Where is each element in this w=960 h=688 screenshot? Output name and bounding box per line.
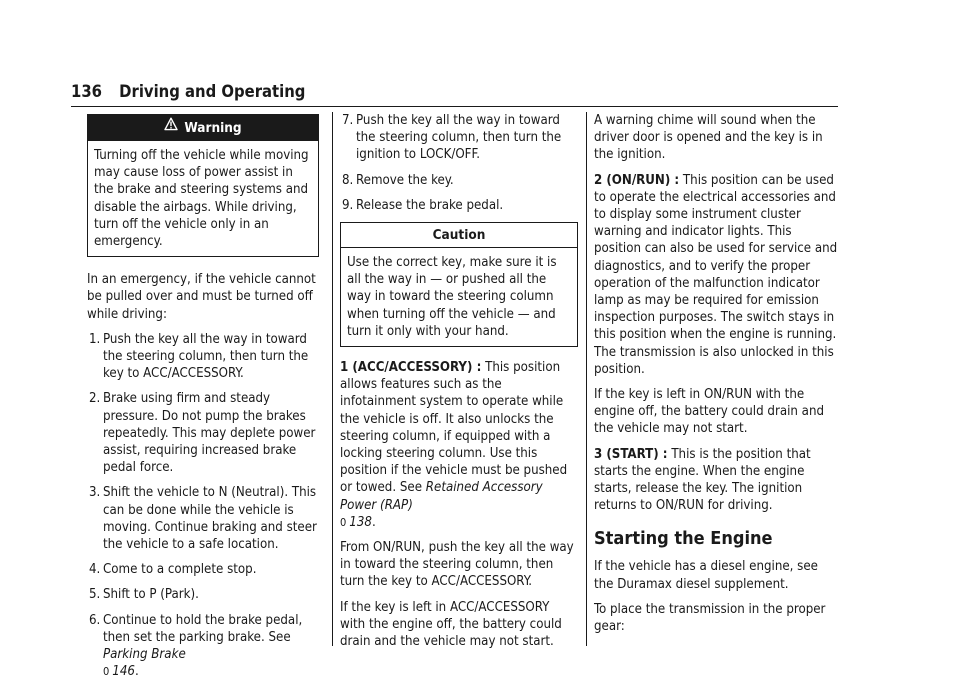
step-text: Release the brake pedal.: [356, 197, 504, 213]
section-title: Driving and Operating: [119, 82, 306, 101]
on-run-text: This position can be used to operate the electrical accessories and to display some instrument cluster warning and indicator lights. This position can also be used for service and diagnostics, and to verify the proper operation of the malfunction indicator lamp as may be required for emission inspection purposes. The switch stays in this position when the engine is running. The transmission is also unlocked in this position.: [594, 172, 838, 377]
warning-triangle-icon: [164, 114, 178, 140]
step-number: 6.: [89, 612, 101, 628]
start-text: This is the position that starts the engine. When the engine starts, release the key. The ignition returns to ON/RUN for driving.: [594, 446, 811, 514]
page-ref-link[interactable]: 138: [349, 514, 372, 530]
left-in-acc-paragraph: If the key is left in ACC/ACCESSORY with the engine off, the battery could drain and the vehicle may not start.: [340, 599, 562, 650]
column-divider: [586, 112, 587, 646]
on-run-label: 2 (ON/RUN) :: [594, 172, 680, 188]
column-1: [87, 112, 319, 688]
step-text: Push the key all the way in toward the steering column, then turn the ignition to LOCK/OFF.: [356, 113, 562, 163]
punctuation: .: [371, 514, 376, 530]
acc-accessory-paragraph: [340, 359, 578, 531]
step-text: Shift to P (Park).: [103, 587, 199, 603]
diesel-paragraph: If the vehicle has a diesel engine, see the Duramax diesel supplement.: [594, 559, 818, 592]
column-3: [594, 112, 838, 643]
start-label: 3 (START) :: [594, 446, 668, 462]
step-number: 7.: [342, 113, 354, 128]
page-ref-link[interactable]: 146: [112, 664, 135, 680]
start-paragraph: [594, 446, 838, 515]
step-number: 8.: [342, 172, 354, 188]
list-item: [87, 586, 319, 603]
warning-title: Warning: [184, 120, 242, 136]
from-on-run-paragraph: From ON/RUN, push the key all the way in toward the steering column, then turn the key to ACC/ACCESSORY.: [340, 540, 574, 590]
caution-box: [340, 222, 578, 347]
warning-header: [88, 115, 318, 141]
emergency-intro: In an emergency, if the vehicle cannot be pulled over and must be turned off while driving:: [87, 272, 316, 322]
step-number: 9.: [342, 197, 354, 213]
page-ref-arrow: 0: [340, 515, 347, 529]
caution-body: Use the correct key, make sure it is all the way in — or pushed all the way in toward the steering column when turning off the vehicle — and turn it only with your hand.: [347, 255, 557, 339]
step-text: Continue to hold the brake pedal, then set the parking brake. See: [103, 612, 303, 645]
list-item: [340, 112, 578, 164]
list-item: [87, 484, 319, 553]
list-item: [340, 172, 578, 189]
page-number: 136: [71, 82, 102, 101]
step-text: Shift the vehicle to N (Neutral). This can be done while the vehicle is moving. Continue braking and steer the vehicle to a safe location.: [103, 485, 317, 553]
step-number: 5.: [89, 587, 101, 603]
warning-box: [87, 114, 319, 257]
acc-text: This position allows features such as the infotainment system to operate while the vehicle is off. It also unlocks the steering column, if equipped with a locking steering column. Use this position if the vehicle must be pushed or towed. See: [340, 360, 568, 496]
list-item: [87, 561, 319, 578]
step-text: Remove the key.: [356, 172, 454, 188]
left-on-run-paragraph: If the key is left in ON/RUN with the engine off, the battery could drain and the vehicle may not start.: [594, 387, 824, 437]
step-text: Come to a complete stop.: [103, 562, 257, 578]
acc-label: 1 (ACC/ACCESSORY) :: [340, 360, 482, 376]
caution-title: Caution: [341, 223, 577, 248]
page-header: [71, 82, 838, 107]
parking-brake-link[interactable]: Parking Brake: [103, 647, 186, 663]
starting-engine-heading: Starting the Engine: [594, 528, 773, 550]
list-item: [340, 197, 578, 214]
step-number: 4.: [89, 562, 101, 578]
step-number: 1.: [89, 331, 101, 347]
warning-body: Turning off the vehicle while moving may cause loss of power assist in the brake and steering systems and disable the airbags. While driving, turn off the vehicle only in an emergency.: [94, 148, 309, 250]
shutdown-steps: [340, 112, 578, 214]
step-number: 2.: [89, 391, 101, 407]
on-run-paragraph: [594, 172, 838, 378]
page-ref-arrow: 0: [103, 665, 110, 679]
transmission-paragraph: To place the transmission in the proper gear:: [594, 601, 826, 635]
list-item: [87, 612, 319, 681]
step-text: Brake using firm and steady pressure. Do not pump the brakes repeatedly. This may deplete power assist, requiring increased brake pedal force.: [103, 391, 316, 476]
column-2: [340, 112, 578, 658]
list-item: [87, 331, 319, 383]
column-divider: [332, 112, 333, 646]
step-text: Push the key all the way in toward the steering column, then turn the key to ACC/ACCESSORY.: [103, 331, 309, 382]
rap-link[interactable]: Retained Accessory Power (RAP): [340, 480, 543, 513]
step-number: 3.: [89, 485, 101, 501]
emergency-steps: [87, 331, 319, 681]
warning-chime-paragraph: A warning chime will sound when the driver door is opened and the key is in the ignition.: [594, 113, 823, 163]
punctuation: .: [134, 664, 139, 680]
list-item: [87, 390, 319, 476]
